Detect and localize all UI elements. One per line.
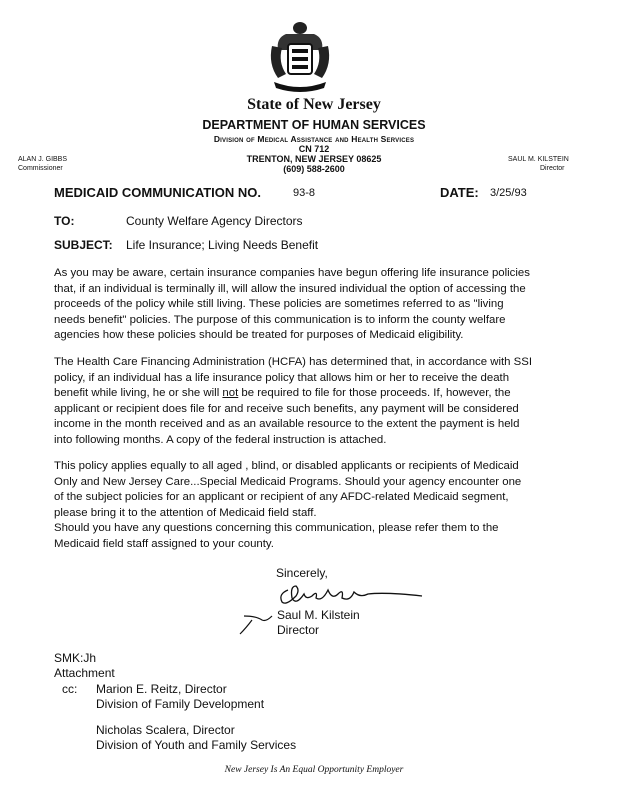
- mail-code: CN 712: [298, 144, 330, 154]
- paragraph-line: please bring it to the attention of Medicaid field staff.: [54, 506, 317, 519]
- subject-label: SUBJECT:: [54, 238, 113, 252]
- date-label: DATE:: [440, 185, 479, 200]
- paragraph-segment: benefit while living, he or she will: [54, 387, 220, 399]
- paragraph-line: of the subject policies for an applicant or recipient of any AFDC-related Medicaid segment,: [54, 491, 509, 503]
- director-title: Director: [540, 165, 565, 172]
- subject-value: Life Insurance; Living Needs Benefit: [126, 238, 319, 252]
- paragraph-line: [54, 386, 582, 402]
- paragraph-line: needs benefit" policies. The purpose of this communication is to inform the county welfare: [54, 313, 506, 326]
- cc-recipient-org: Division of Family Development: [96, 697, 265, 711]
- city-address: TRENTON, NEW JERSEY 08625: [246, 154, 382, 164]
- cc-recipient-org: Division of Youth and Family Services: [96, 738, 297, 752]
- paragraph-segment: be required to file for those proceeds. If, however, the: [238, 387, 511, 399]
- to-label: TO:: [54, 214, 75, 228]
- paragraph-line: income in the month received and as an available resource to the extent the payment is held: [54, 418, 520, 430]
- paragraph-line: Only and New Jersey Care...Special Medicaid Programs. Should your agency encounter one: [54, 475, 522, 488]
- commissioner-name: ALAN J. GIBBS: [18, 156, 68, 163]
- phone-number: (609) 588-2600: [283, 164, 345, 174]
- commissioner-title: Commissioner: [18, 165, 63, 172]
- communication-number: 93-8: [293, 187, 316, 199]
- paragraph-line: that, if an individual is terminally ill, will allow the insured individual the option of accessing the: [54, 282, 526, 295]
- reference-initials: SMK:Jh: [54, 651, 97, 665]
- director-name: SAUL M. KILSTEIN: [508, 156, 569, 163]
- state-seal-icon: [268, 20, 332, 94]
- paragraph-line: Medicaid field staff assigned to your county.: [54, 537, 274, 550]
- closing-sincerely: Sincerely,: [276, 566, 328, 580]
- paragraph-2: [54, 355, 582, 448]
- paragraph-3: [54, 459, 582, 521]
- paragraph-line: applicant or recipient does file for and receive such benefits, any payment will be considered: [54, 402, 519, 415]
- paragraph-line: The Health Care Financing Administration (HCFA) has determined that, in accordance with SSI: [54, 356, 532, 368]
- handwritten-signature-icon: [226, 576, 426, 638]
- attachment-note: Attachment: [54, 666, 115, 680]
- date-value: 3/25/93: [490, 187, 527, 199]
- paragraph-line: into following months. A copy of the federal instruction is attached.: [54, 433, 387, 446]
- paragraph-line: agencies how these policies should be treated for purposes of Medicaid eligibility.: [54, 329, 464, 341]
- cc-recipient-name: Marion E. Reitz, Director: [96, 682, 227, 696]
- paragraph-line: policy, if an individual has a life insurance policy that allows him or her to receive the death: [54, 371, 510, 384]
- paragraph-line: proceeds of the policy while still living. These policies are sometimes referred to as "living: [54, 298, 504, 310]
- emphasis-not: not: [222, 387, 239, 399]
- division-name: Division of Medical Assistance and Health Services: [213, 134, 415, 144]
- signer-title: Director: [277, 623, 320, 637]
- paragraph-line: This policy applies equally to all aged , blind, or disabled applicants or recipients of Medicaid: [54, 460, 519, 472]
- paragraph-line: Should you have any questions concerning this communication, please refer them to the: [54, 522, 499, 534]
- communication-label: MEDICAID COMMUNICATION NO.: [54, 185, 262, 200]
- cc-label: cc:: [62, 682, 78, 696]
- paragraph-1: [54, 266, 582, 344]
- footer-statement: New Jersey Is An Equal Opportunity Employer: [224, 765, 404, 775]
- paragraph-4: [54, 521, 582, 552]
- state-name: State of New Jersey: [247, 96, 381, 113]
- department-name: DEPARTMENT OF HUMAN SERVICES: [202, 118, 426, 132]
- to-value: County Welfare Agency Directors: [126, 214, 303, 228]
- signer-name: Saul M. Kilstein: [277, 608, 360, 622]
- paragraph-line: As you may be aware, certain insurance companies have begun offering life insurance policies: [54, 267, 530, 279]
- cc-recipient-name: Nicholas Scalera, Director: [96, 723, 235, 737]
